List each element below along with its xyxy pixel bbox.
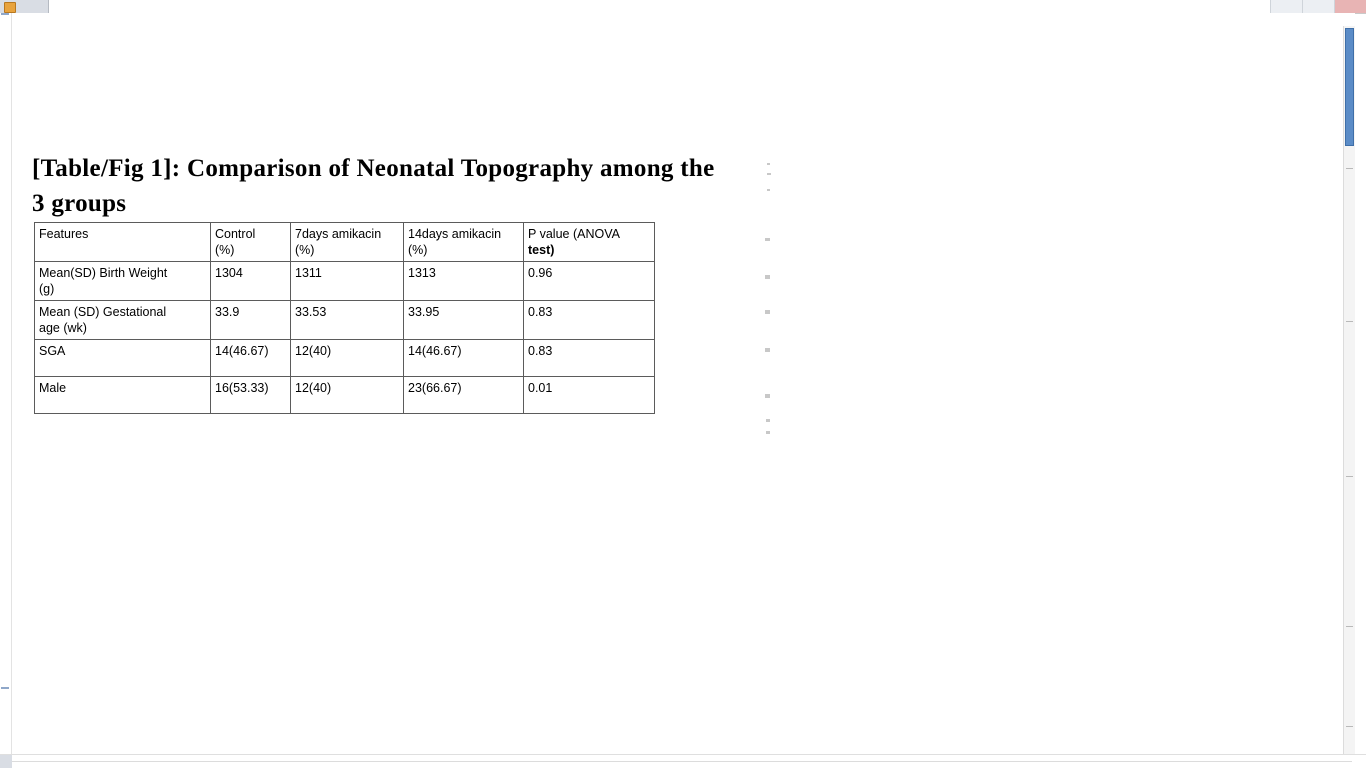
- status-bar-divider: [12, 761, 1352, 762]
- app-tab[interactable]: [0, 0, 49, 13]
- cell-control: 16(53.33): [211, 377, 291, 414]
- app-icon: [4, 2, 16, 13]
- scan-artifact: [767, 189, 770, 191]
- close-button[interactable]: [1334, 0, 1366, 13]
- page-title: [Table/Fig 1]: Comparison of Neonatal Topography among the 3 groups: [32, 155, 715, 217]
- scrollbar-tick: [1346, 476, 1353, 477]
- scan-artifact: [765, 238, 770, 241]
- table-row: [35, 301, 655, 340]
- cell-7days: 12(40): [291, 340, 404, 377]
- table-row: [35, 377, 655, 414]
- scan-artifact: [765, 275, 770, 279]
- cell-pvalue: 0.01: [524, 377, 655, 414]
- cell-14days: 1313: [404, 262, 524, 301]
- window-controls: [1270, 0, 1366, 13]
- cell-control: 33.9: [211, 301, 291, 340]
- scan-artifact: [767, 173, 771, 175]
- table-header: [35, 223, 655, 262]
- cell-7days: 1311: [291, 262, 404, 301]
- table-row: [35, 340, 655, 377]
- rail-marker: [1, 687, 9, 689]
- scrollbar-tick: [1346, 726, 1353, 727]
- scrollbar-tick: [1346, 321, 1353, 322]
- cell-control: 1304: [211, 262, 291, 301]
- scan-artifact: [766, 419, 770, 422]
- cell-7days: 33.53: [291, 301, 404, 340]
- cell-feature: SGA: [35, 340, 211, 377]
- table-header-row: [35, 223, 655, 262]
- scrollbar-tick: [1346, 626, 1353, 627]
- rail-marker: [1, 13, 9, 15]
- scan-artifact: [767, 163, 770, 165]
- cell-feature: Mean (SD) Gestational age (wk): [35, 301, 211, 340]
- table-row: [35, 262, 655, 301]
- cell-pvalue: 0.83: [524, 301, 655, 340]
- cell-7days: 12(40): [291, 377, 404, 414]
- column-header-control: Control (%): [211, 223, 291, 262]
- cell-pvalue: 0.96: [524, 262, 655, 301]
- document-page: [11, 13, 1355, 755]
- column-header-14days-amikacin: 14days amikacin (%): [404, 223, 524, 262]
- vertical-scrollbar[interactable]: [1343, 26, 1355, 768]
- cell-control: 14(46.67): [211, 340, 291, 377]
- maximize-button[interactable]: [1302, 0, 1334, 13]
- cell-feature: Mean(SD) Birth Weight (g): [35, 262, 211, 301]
- cell-pvalue: 0.83: [524, 340, 655, 377]
- cell-14days: 14(46.67): [404, 340, 524, 377]
- column-header-7days-amikacin: 7days amikacin (%): [291, 223, 404, 262]
- table-body: [35, 262, 655, 414]
- status-bar-corner: [0, 755, 12, 768]
- minimize-button[interactable]: [1270, 0, 1302, 13]
- column-header-pvalue: P value (ANOVA test): [524, 223, 655, 262]
- cell-14days: 23(66.67): [404, 377, 524, 414]
- scan-artifact: [765, 394, 770, 398]
- title-bar-blank: [49, 0, 1270, 14]
- cell-feature: Male: [35, 377, 211, 414]
- title-bar: [0, 0, 1366, 14]
- neonatal-topography-table: [34, 222, 655, 414]
- status-bar: [0, 754, 1366, 768]
- cell-14days: 33.95: [404, 301, 524, 340]
- column-header-features: Features: [35, 223, 211, 262]
- scrollbar-tick: [1346, 168, 1353, 169]
- scan-artifact: [766, 431, 770, 434]
- scrollbar-thumb[interactable]: [1345, 28, 1354, 146]
- scan-artifact: [765, 348, 770, 352]
- scan-artifact: [765, 310, 770, 314]
